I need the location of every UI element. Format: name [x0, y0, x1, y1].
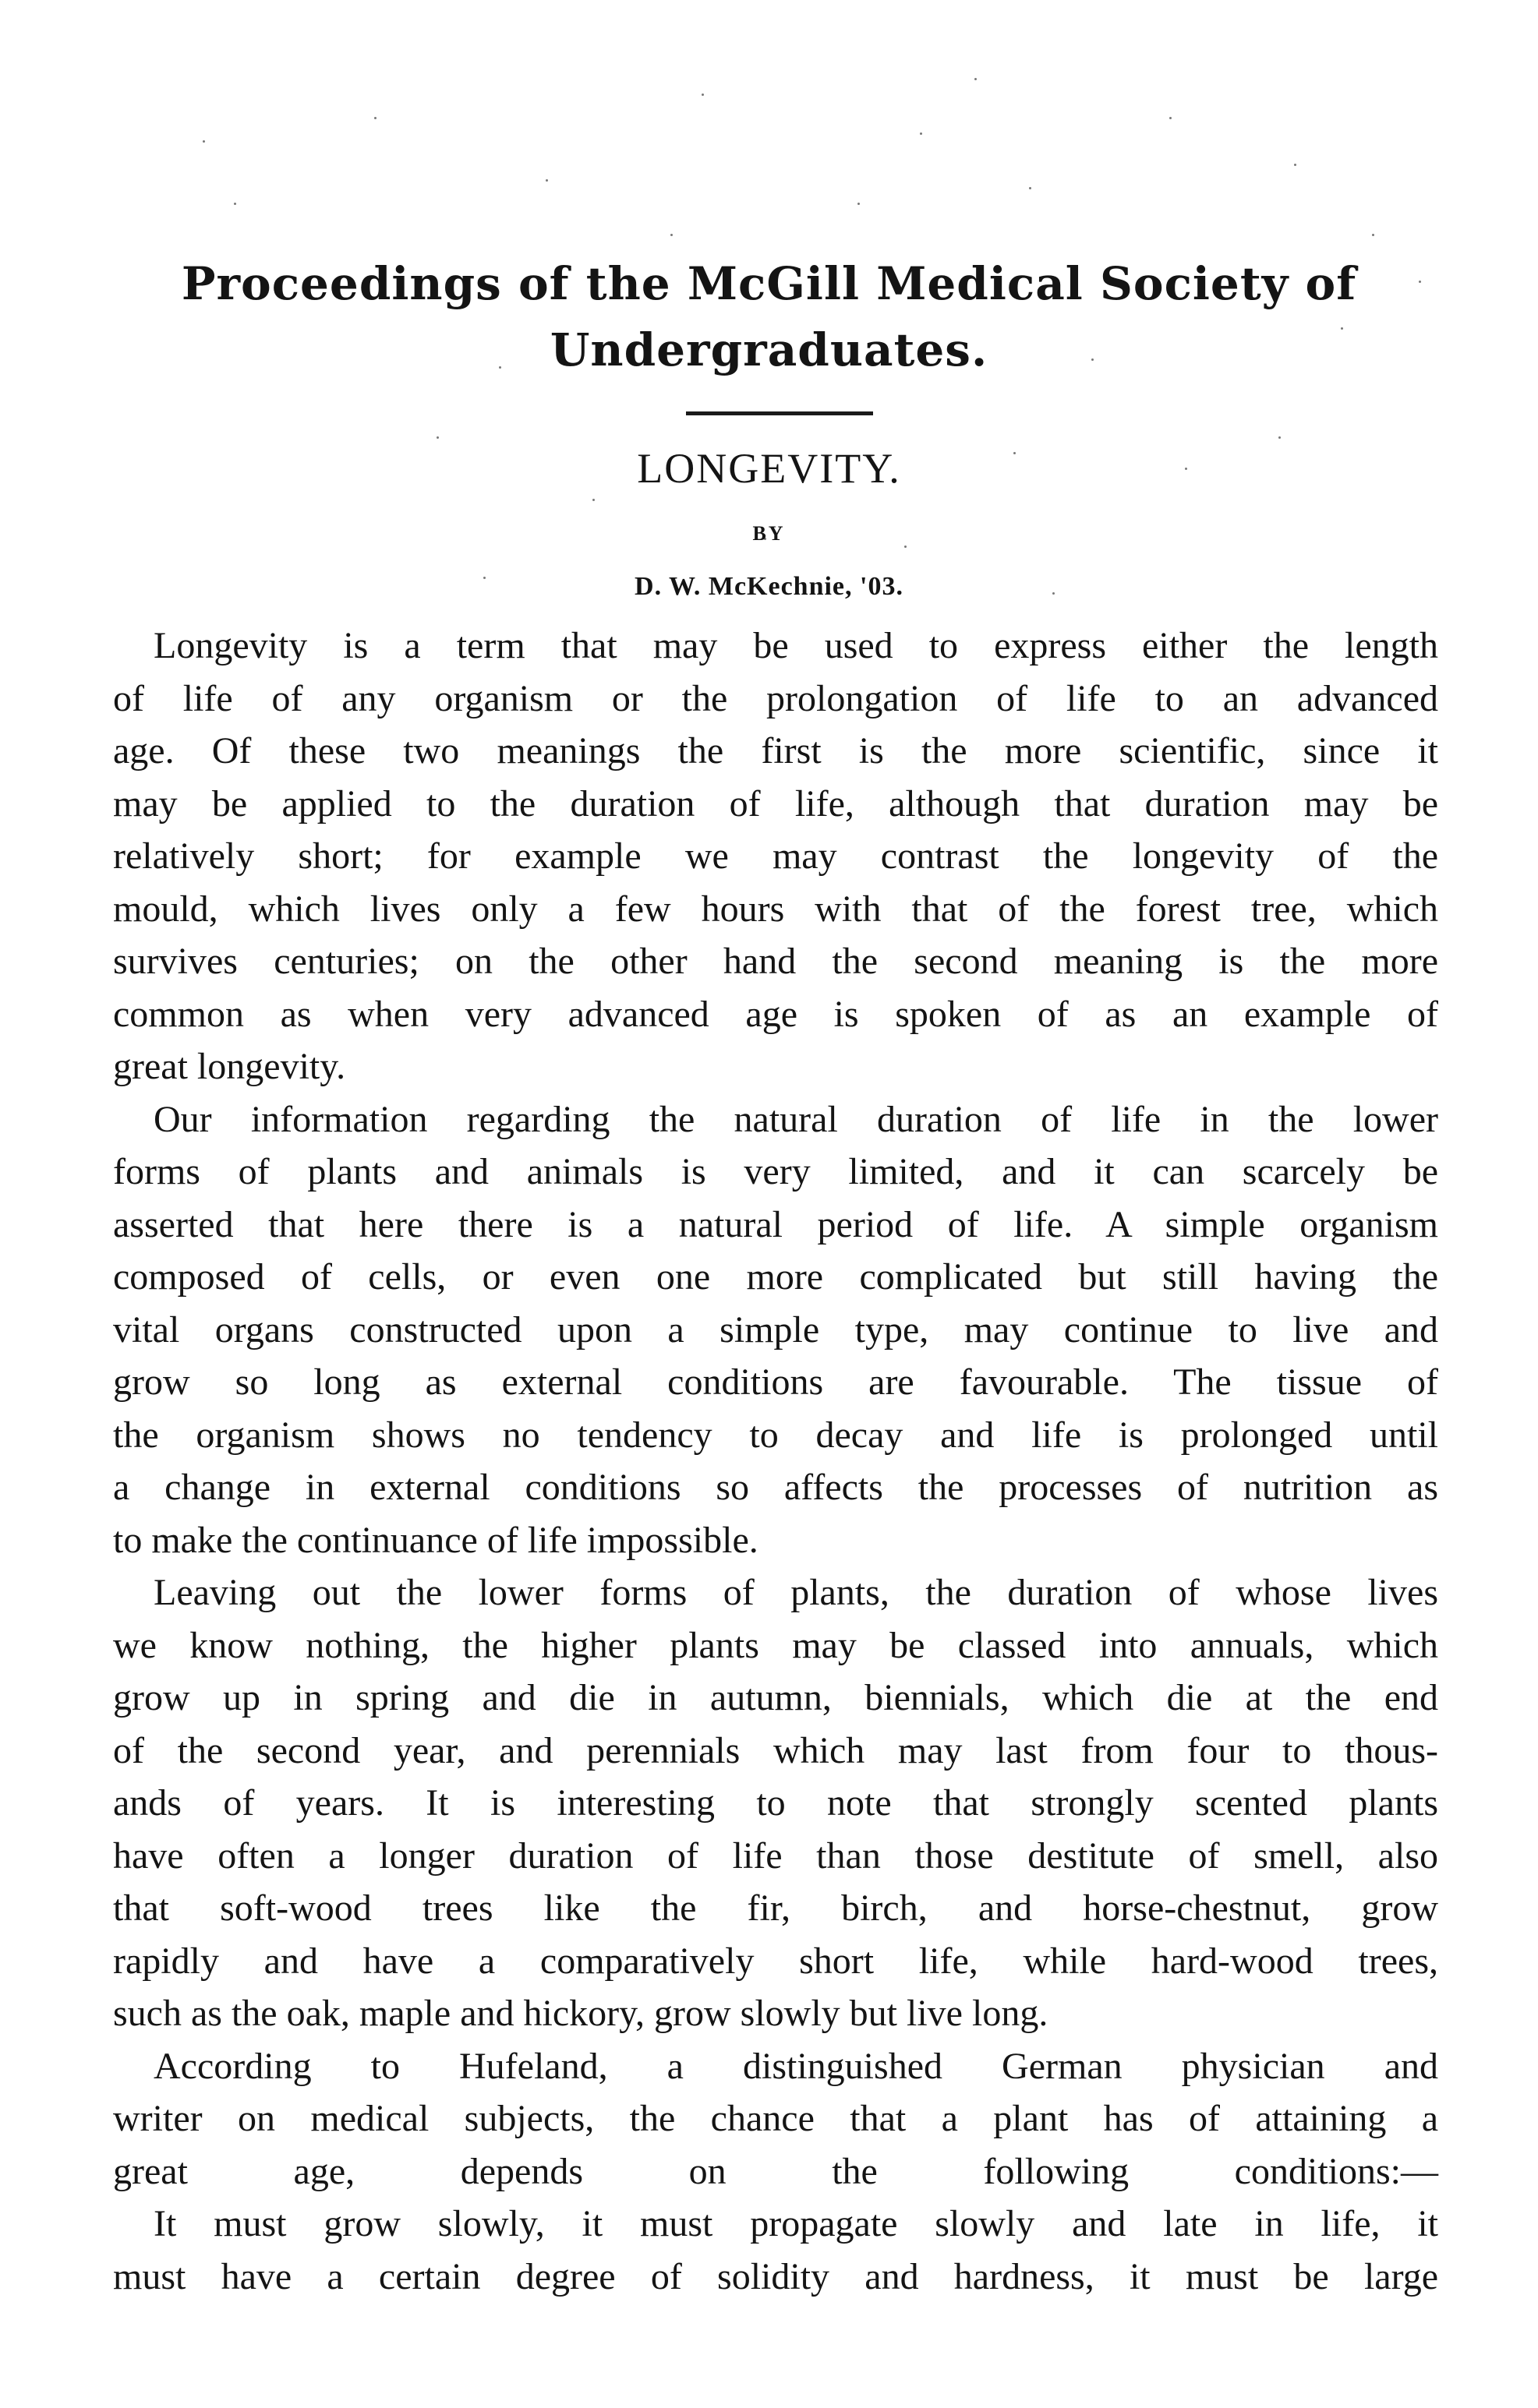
- paragraph-2-line: a change in external conditions so affects the processes of nutrition as: [113, 1467, 1438, 1508]
- print-speck: [904, 546, 907, 548]
- print-speck: [857, 203, 860, 205]
- print-speck: [1372, 234, 1374, 236]
- article-author: D. W. McKechnie, '03.: [635, 572, 903, 601]
- paragraph-3-line: of the second year, and perennials which may last from four to thous-: [113, 1729, 1438, 1771]
- paragraph-3-line: rapidly and have a comparatively short life, while hard-wood trees,: [113, 1940, 1438, 1982]
- paragraph-3-line: we know nothing, the higher plants may be classed into annuals, which: [113, 1624, 1438, 1666]
- paragraph-2-line: to make the continuance of life impossible.: [113, 1519, 758, 1561]
- print-speck: [920, 132, 922, 135]
- paragraph-2-line: grow so long as external conditions are favourable. The tissue of: [113, 1361, 1438, 1403]
- paragraph-1-line: age. Of these two meanings the first is the more scientific, since it: [113, 730, 1438, 771]
- print-speck: [203, 140, 205, 143]
- byline-label: BY: [752, 522, 786, 545]
- paragraph-1-line: great longevity.: [113, 1046, 346, 1087]
- paragraph-3-line: Leaving out the lower forms of plants, the duration of whose lives: [154, 1572, 1438, 1613]
- paragraph-1-line: mould, which lives only a few hours with that of the forest tree, which: [113, 888, 1438, 930]
- print-speck: [1029, 187, 1031, 189]
- article-body: [113, 620, 1438, 2303]
- paragraph-5-line: It must grow slowly, it must propagate slowly and late in life, it: [154, 2203, 1438, 2244]
- paragraph-3-line: grow up in spring and die in autumn, biennials, which die at the end: [113, 1677, 1438, 1718]
- paragraph-4-line: great age, depends on the following conditions:—: [113, 2150, 1438, 2192]
- paragraph-2-line: asserted that here there is a natural period of life. A simple organism: [113, 1203, 1438, 1245]
- print-speck: [546, 179, 548, 182]
- print-speck: [437, 436, 439, 439]
- paragraph-3-line: ands of years. It is interesting to note that strongly scented plants: [113, 1782, 1438, 1824]
- print-speck: [592, 499, 595, 501]
- paragraph-2-line: composed of cells, or even one more complicated but still having the: [113, 1256, 1438, 1298]
- paragraph-2-line: forms of plants and animals is very limited, and it can scarcely be: [113, 1151, 1438, 1192]
- article-title: LONGEVITY.: [637, 445, 901, 492]
- paragraph-3-line: such as the oak, maple and hickory, grow slowly but live long.: [113, 1993, 1048, 2034]
- paragraph-1-line: may be applied to the duration of life, although that duration may be: [113, 782, 1438, 824]
- header-rule: [686, 411, 873, 415]
- paragraph-3-line: that soft-wood trees like the fir, birch, and horse-chestnut, grow: [113, 1887, 1438, 1929]
- paragraph-2-line: vital organs constructed upon a simple type, may continue to live and: [113, 1308, 1438, 1351]
- paragraph-1-line: survives centuries; on the other hand the second meaning is the more: [113, 941, 1438, 982]
- paragraph-1-line: Longevity is a term that may be used to express either the length: [154, 625, 1438, 666]
- print-speck: [234, 203, 236, 205]
- paragraph-1-line: relatively short; for example we may contrast the longevity of the: [113, 835, 1438, 877]
- print-speck: [374, 117, 377, 119]
- print-speck: [974, 78, 977, 80]
- paragraph-3-line: have often a longer duration of life than those destitute of smell, also: [113, 1834, 1438, 1877]
- paragraph-1-line: of life of any organism or the prolongation of life to an advanced: [113, 677, 1438, 719]
- paragraph-1-line: common as when very advanced age is spoken of as an example of: [113, 993, 1438, 1035]
- paragraph-2-line: the organism shows no tendency to decay and life is prolonged until: [113, 1414, 1438, 1456]
- paragraph-4-line: writer on medical subjects, the chance that a plant has of attaining a: [113, 2098, 1438, 2139]
- print-speck: [1278, 436, 1281, 439]
- print-speck: [670, 234, 673, 236]
- journal-header-line-1: Proceedings of the McGill Medical Society of: [181, 257, 1357, 310]
- journal-header-line-2: Undergraduates.: [550, 323, 988, 376]
- paragraph-5-line: must have a certain degree of solidity and hardness, it must be large: [113, 2255, 1438, 2297]
- paragraph-4-line: According to Hufeland, a distinguished German physician and: [154, 2045, 1438, 2087]
- print-speck: [1169, 117, 1172, 119]
- print-speck: [702, 94, 704, 96]
- print-speck: [1294, 164, 1296, 166]
- paragraph-2-line: Our information regarding the natural duration of life in the lower: [154, 1098, 1438, 1140]
